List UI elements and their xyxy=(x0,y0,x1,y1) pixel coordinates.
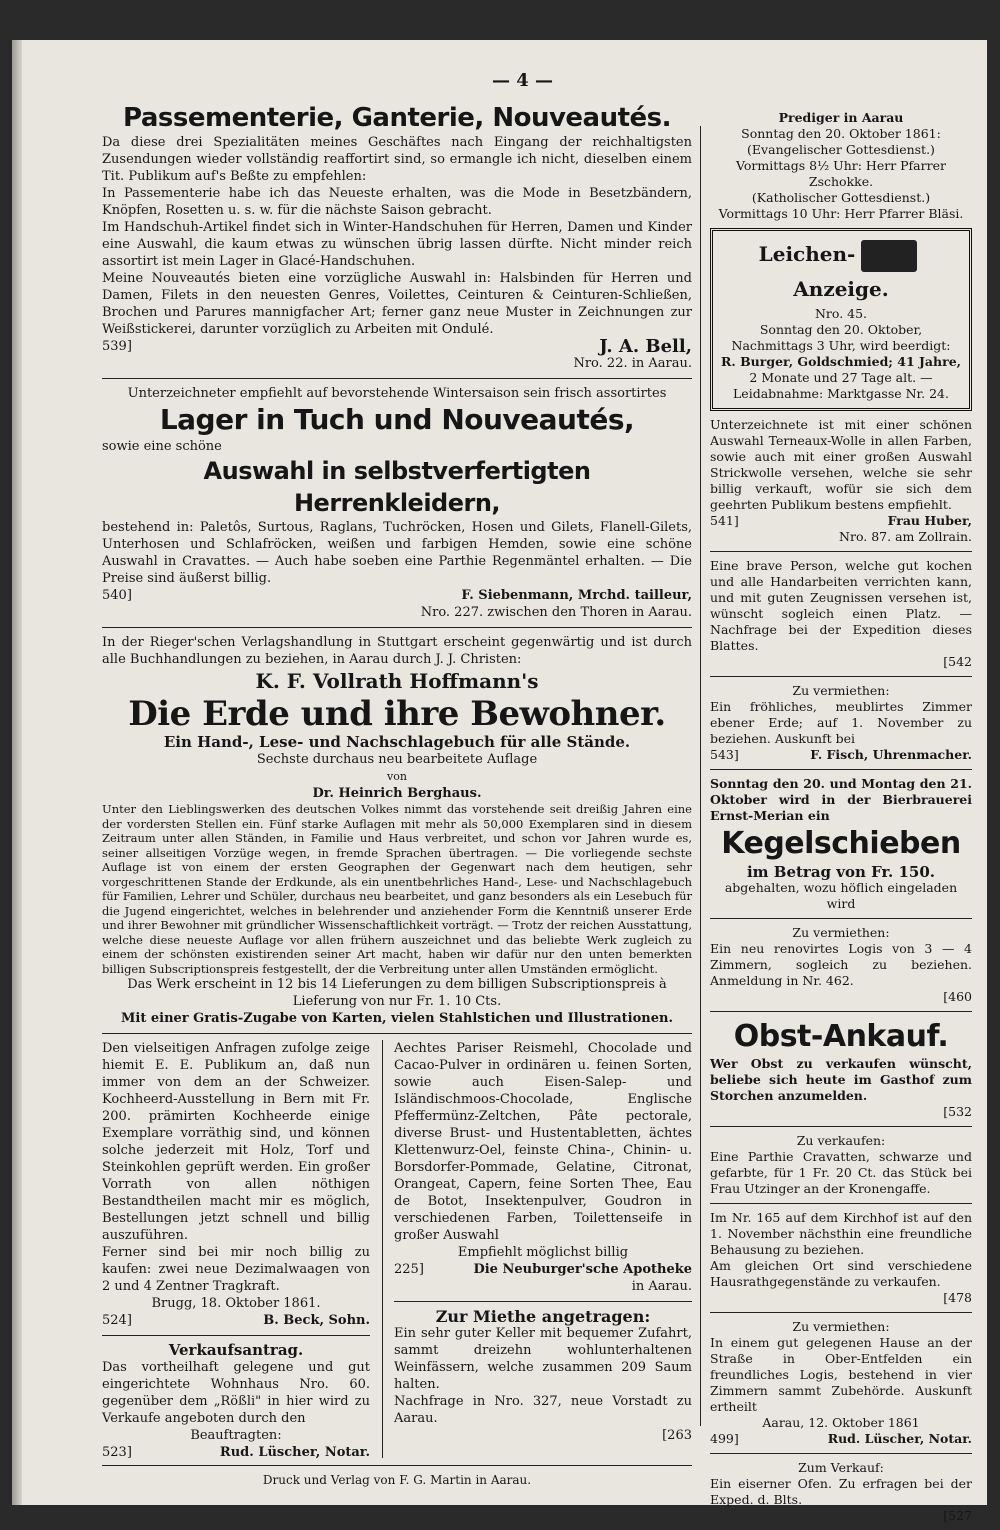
ad-line: R. Burger, Goldschmied; 41 Jahre, xyxy=(721,353,962,369)
ad-line: Leidabnahme: Marktgasse Nr. 24. xyxy=(733,385,949,401)
ad-text: In einem gut gelegenen Hause an der Straße in Ober-Entfelden ein freundliches Logis, bestehend in vier Zimmern sammt Zubehörde. Auskunft ertheilt xyxy=(710,1334,972,1414)
ad-signature-row xyxy=(710,747,972,763)
divider xyxy=(710,1312,972,1313)
ad-text: Ein sehr guter Keller mit bequemer Zufahrt, sammt dreizehn wohlunterhaltenen Weinfässern, welche zusammen 209 Saum halten. xyxy=(394,1326,692,1392)
ad-oberentfelden xyxy=(710,1319,972,1447)
book-price: Das Werk erscheint in 12 bis 14 Lieferungen zu dem billigen Subscriptionspreis à Lieferung von nur Fr. 1. 10 Cts. xyxy=(127,977,667,1009)
divider xyxy=(710,1011,972,1012)
ad-role: Beauftragten: xyxy=(190,1428,282,1443)
ad-signature: Rud. Lüscher, Notar. xyxy=(219,1445,370,1460)
ad-intro: In der Rieger'schen Verlagshandlung in Stuttgart erscheint gegenwärtig und ist durch alle Buchhandlungen zu beziehen, in Aarau durch J. J. Christen: xyxy=(102,635,692,667)
ad-text: Eine Parthie Cravatten, schwarze und gefarbte, für 1 Fr. 20 Ct. das Stück bei Frau Utzinger an der Kronengaffe. xyxy=(710,1148,972,1196)
ad-title: Zur Miethe angetragen: xyxy=(435,1307,651,1326)
ad-text: Den vielseitigen Anfragen zufolge zeige hiemit E. E. Publikum an, daß nun immer von dem an der Schweizer. Kochheerd-Ausstellung in Bern mit Fr. 200. prämirten Kochheerde einige Exemplare vorräthig sind, und können solche jederzeit mit Holz, Torf und Steinkohlen geprüft werden. Ein großer Vorrath von allen nöthigen Bestandtheilen macht mir es möglich, Bestellungen jetzt schnell und billig auszuführen. xyxy=(102,1041,370,1243)
column-divider xyxy=(700,126,701,1426)
ad-logis xyxy=(710,925,972,1005)
ad-text: bestehend in: Paletôs, Surtous, Raglans, Tuchröcken, Hosen und Gilets, Flanell-Gilets, Unterhosen und Schlafröcken, weißen und farbigen Hemden, sowie eine schöne Auswahl in Cravattes. — Auch habe soeben eine Parthie Regenmäntel erhalten. — Die Preise sind äußerst billig. xyxy=(102,520,692,586)
ad-line: 2 Monate und 27 Tage alt. — xyxy=(749,369,933,385)
ad-huber xyxy=(710,417,972,545)
ad-signature: Frau Huber, xyxy=(887,512,972,528)
ad-title-part: Anzeige. xyxy=(793,276,889,301)
ad-number: 523] xyxy=(102,1445,132,1460)
ad-text: Wer Obst zu verkaufen wünscht, beliebe sich heute im Gasthof zum Storchen anzumelden. xyxy=(710,1055,972,1103)
ad-obst xyxy=(710,1018,972,1120)
divider xyxy=(710,1453,972,1454)
ad-address: Nro. 22. in Aarau. xyxy=(573,356,692,371)
ad-number: 541] xyxy=(710,512,739,528)
ad-heading: Auswahl in selbstverfertigten Herrenkleidern, xyxy=(203,457,591,517)
ad-text: Im Handschuh-Artikel findet sich in Winter-Handschuhen für Herren, Damen und Kinder eine Auswahl, die kaum etwas zu wünschen übrig lassen dürfte. Nicht minder reich assortirt ist mein Lager in Glacé-Handschuhen. xyxy=(102,220,692,269)
divider xyxy=(102,378,692,379)
ad-signature: F. Fisch, Uhrenmacher. xyxy=(810,746,972,762)
ad-signature-row xyxy=(102,338,692,355)
ad-intro: Unterzeichneter empfiehlt auf bevorstehende Wintersaison sein frisch assortirtes xyxy=(127,386,667,401)
ad-signature-row xyxy=(394,1261,692,1278)
ad-signature-row xyxy=(102,1312,370,1329)
ad-text: Im Nr. 165 auf dem Kirchhof ist auf den 1. November nächsthin eine freundliche Behausung zu beziehen. xyxy=(710,1209,972,1257)
page-number: — 4 — xyxy=(492,70,554,91)
ad-address: Nro. 227. zwischen den Thoren in Aarau. xyxy=(420,605,692,620)
ad-number: 225] xyxy=(394,1262,424,1277)
divider xyxy=(710,769,972,770)
ad-heading: Lager in Tuch und Nouveautés, xyxy=(159,403,635,436)
ad-text: Aechtes Pariser Reismehl, Chocolade und Cacao-Pulver in ordinären u. feinen Sorten, sowie auch Eisen-Salep- und Isländischmoos-Chocolade, Englische Pfeffermünz-Zeltchen, Pâte pectorale, diverse Brust- und Hustentabletten, ächtes Klettenwurz-Oel, feinste China-, Chinin- u. Borsdorfer-Pommade, Gelatine, Citronat, Orangeat, Capern, feine Sorten Thee, Eau de Botot, Insektenpulver, Goudron in verschiedenen Farben, Toilettenseife in großer Auswahl xyxy=(394,1041,692,1243)
ad-title: Verkaufsantrag. xyxy=(168,1341,304,1359)
ad-text: Das vortheilhaft gelegene und gut eingerichtete Wohnhaus Nro. 60. gegenüber dem „Rößli" in hier wird zu Verkaufe angeboten durch den xyxy=(102,1360,370,1426)
ad-number: [532 xyxy=(943,1103,972,1119)
ad-signature: B. Beck, Sohn. xyxy=(263,1313,370,1328)
ad-line: Sonntag den 20. Oktober, xyxy=(759,321,923,337)
ad-cravatten xyxy=(710,1133,972,1197)
ad-title: Kegelschieben xyxy=(721,825,961,861)
ad-line: Nro. 45. xyxy=(814,305,868,321)
ad-signature-row xyxy=(710,513,972,529)
ad-number: [542 xyxy=(943,653,972,669)
divider xyxy=(102,627,692,628)
ad-leichen-anzeige xyxy=(710,228,972,411)
ad-erde-book xyxy=(102,634,692,1027)
footer-imprint: Druck und Verlag von F. G. Martin in Aarau. xyxy=(262,1473,532,1487)
ad-text: Unterzeichnete ist mit einer schönen Auswahl Terneaux-Wolle in allen Farben, sowie auch mit einer großen Auswahl Strickwolle versehen, welche sie sehr billig verkauft, wofür sie sich dem geehrten Publikum bestens empfiehlt. xyxy=(710,416,972,512)
left-subcolumn-b xyxy=(394,1040,692,1450)
ad-text: Meine Nouveautés bieten eine vorzügliche Auswahl in: Halsbinden für Herren und Damen, Filets in den neuesten Genres, Voilettes, Ceinturen & Ceinturen-Schließen, Brochen und Parures mannigfacher Art; ferner ganz neue Muster in Zeichnungen zur Weißstickerei, darunter vorzüglich zu Arbeiten mit Ondulé. xyxy=(102,271,692,337)
divider xyxy=(102,1335,370,1336)
divider xyxy=(710,551,972,552)
ad-signature: Rud. Lüscher, Notar. xyxy=(827,1430,972,1446)
ad-text: Am gleichen Ort sind verschiedene Hausrathgegenstände zu verkaufen. xyxy=(710,1257,972,1289)
ad-title: Zu vermiethen: xyxy=(792,682,890,698)
ad-text: Ein eiserner Ofen. Zu erfragen bei der Exped. d. Blts. xyxy=(710,1475,972,1507)
divider xyxy=(710,1203,972,1204)
ad-title-part: Leichen- xyxy=(758,242,856,266)
ad-kirchhof xyxy=(710,1210,972,1306)
ad-title: Prediger in Aarau xyxy=(778,110,904,125)
book-subtitle: Ein Hand-, Lese- und Nachschlagebuch für alle Stände. xyxy=(163,733,631,751)
ad-number: [527 xyxy=(943,1507,972,1523)
ad-signature: F. Siebenmann, Mrchd. tailleur, xyxy=(461,588,692,603)
ad-passementerie xyxy=(102,102,692,372)
ad-prediger xyxy=(710,110,972,222)
ad-zimmer xyxy=(710,683,972,763)
ad-text: Ein neu renovirtes Logis von 3 — 4 Zimmern, sogleich zu beziehen. Anmeldung in Nr. 462. xyxy=(710,940,972,988)
ad-text: Sonntag den 20. und Montag den 21. Oktober wird in der Bierbrauerei Ernst-Merian ein xyxy=(710,775,972,823)
ad-line: (Katholischer Gottesdienst.) xyxy=(751,190,931,205)
ad-title: Obst-Ankauf. xyxy=(733,1018,949,1054)
ad-text: In Passementerie habe ich das Neueste erhalten, was die Mode in Besetzbändern, Knöpfen, Rosetten u. s. w. für die nächste Saison gebracht. xyxy=(102,186,692,218)
divider xyxy=(710,1126,972,1127)
ad-miethe xyxy=(394,1308,692,1444)
book-bonus: Mit einer Gratis-Zugabe von Karten, vielen Stahlstichen und Illustrationen. xyxy=(121,1011,673,1026)
divider xyxy=(710,676,972,677)
ad-title: Zu vermiethen: xyxy=(792,1318,890,1334)
right-column xyxy=(710,110,972,1530)
ad-place-date: Brugg, 18. Oktober 1861. xyxy=(151,1296,321,1311)
book-editor: Dr. Heinrich Berghaus. xyxy=(312,786,482,801)
book-edition: Sechste durchaus neu bearbeitete Auflage xyxy=(256,752,538,767)
ad-signature-row xyxy=(102,587,692,604)
ad-tuch xyxy=(102,385,692,621)
ad-title xyxy=(721,237,961,306)
left-subcolumn-a xyxy=(102,1040,370,1467)
book-description: Unter den Lieblingswerken des deutschen Volkes nimmt das vorstehende seit dreißig Jahren eine der vordersten Stellen ein. Fünf starke Auflagen mit mehr als 50,000 Exemplaren sind in diesem Zeitraum unter allen Ständen, in Familie und Haus verbreitet, und schon vor Jahren wurde es, seiner allseitigen Vorzüge wegen, in fremde Sprachen übertragen. — Die vorliegende sechste Auflage ist von einem der ersten Geographen der Gegenwart nach dem heutigen, sehr vorgeschrittenen Stande der Erdkunde, als ein unentbehrliches Hand-, Lese- und Nachschlagebuch für Familien, Lehrer und Schüler, durchaus neu bearbeitet, und ganz besonders als ein Lesebuch für die Jugend eingerichtet, welches in belehrender und anziehender Form die Kenntniß unserer Erde und ihrer Bewohner mit gründlicher Wissenschaftlichkeit vorträgt. — Trotz der reichen Ausstattung, welche diese neueste Auflage vor allen frühern auszeichnet und das beliebte Werk zugleich zu einem der schönsten existirenden seiner Art macht, haben wir dafür nur den unten bemerkten billigen Subscriptionspreis festgestellt, der die Verbreitung unter allen Umständen ermöglicht. xyxy=(102,802,692,976)
column-divider xyxy=(382,1040,383,1458)
ad-text: Ein fröhliches, meublirtes Zimmer ebener Erde; auf 1. November zu beziehen. Auskunft bei xyxy=(710,698,972,746)
ad-signature: J. A. Bell, xyxy=(599,336,692,357)
ad-text: sowie eine schöne xyxy=(102,439,222,454)
ad-title: Passementerie, Ganterie, Nouveautés. xyxy=(122,103,672,133)
newspaper-page xyxy=(12,40,987,1523)
ad-kegelschieben xyxy=(710,776,972,912)
ad-apotheke xyxy=(394,1040,692,1295)
ad-text: Nachfrage in Nro. 327, neue Vorstadt zu Aarau. xyxy=(394,1394,692,1426)
ad-text: Eine brave Person, welche gut kochen und alle Handarbeiten verrichten kann, und mit guten Zeugnissen versehen ist, wünscht sogleich einen Platz. — Nachfrage bei der Expedition dieses Blattes. xyxy=(710,557,972,653)
ad-signature-row xyxy=(710,1431,972,1447)
ad-signature: Die Neuburger'sche Apotheke xyxy=(473,1262,692,1277)
book-von: von xyxy=(387,770,407,783)
ad-text: Da diese drei Spezialitäten meines Geschäftes nach Eingang der reichhaltigsten Zusendungen wieder vollständig reaffortirt sind, so ermangle ich nicht, dieselben einem Tit. Publikum auf's Beßte zu empfehlen: xyxy=(102,135,692,184)
ad-number: 524] xyxy=(102,1313,132,1328)
ad-amount: im Betrag von Fr. 150. xyxy=(746,862,935,881)
ad-text: abgehalten, wozu höflich eingeladen wird xyxy=(724,879,958,911)
page-edge xyxy=(12,40,22,1505)
ad-line: (Evangelischer Gottesdienst.) xyxy=(747,142,935,157)
ad-person xyxy=(710,558,972,670)
ad-title: Zu vermiethen: xyxy=(792,924,890,940)
ad-verkaufsantrag xyxy=(102,1342,370,1461)
ad-address: Nro. 87. am Zollrain. xyxy=(839,528,972,544)
divider xyxy=(394,1301,692,1302)
ad-number: [263 xyxy=(662,1428,692,1443)
coffin-icon xyxy=(861,240,917,272)
ad-line: Nachmittags 3 Uhr, wird beerdigt: xyxy=(731,337,951,353)
ad-ofen xyxy=(710,1460,972,1524)
ad-signature-row xyxy=(102,1444,370,1461)
ad-number: 540] xyxy=(102,588,132,603)
ad-line: Sonntag den 20. Oktober 1861: xyxy=(741,126,941,141)
ad-title: Zu verkaufen: xyxy=(796,1132,886,1148)
ad-number: [460 xyxy=(943,988,972,1004)
ad-beck xyxy=(102,1040,370,1329)
ad-number: 499] xyxy=(710,1430,739,1446)
book-title: Die Erde und ihre Bewohner. xyxy=(128,694,666,734)
ad-number: 539] xyxy=(102,339,132,354)
ad-line: Vormittags 8½ Uhr: Herr Pfarrer Zschokke. xyxy=(736,158,946,189)
left-subcolumns xyxy=(102,1040,692,1465)
left-column xyxy=(102,102,692,1489)
ad-line: Vormittags 10 Uhr: Herr Pfarrer Bläsi. xyxy=(718,206,964,221)
ad-text: Empfiehlt möglichst billig xyxy=(457,1245,629,1260)
ad-address: in Aarau. xyxy=(631,1279,692,1294)
ad-title: Zum Verkauf: xyxy=(798,1459,884,1475)
book-author: K. F. Vollrath Hoffmann's xyxy=(255,669,539,693)
divider xyxy=(710,918,972,919)
divider xyxy=(102,1033,692,1034)
ad-number: 543] xyxy=(710,746,739,762)
ad-text: Ferner sind bei mir noch billig zu kaufen: zwei neue Dezimalwaagen von 2 und 4 Zentner Tragkraft. xyxy=(102,1245,370,1294)
ad-number: [478 xyxy=(943,1289,972,1305)
ad-place-date: Aarau, 12. Oktober 1861 xyxy=(762,1414,920,1430)
